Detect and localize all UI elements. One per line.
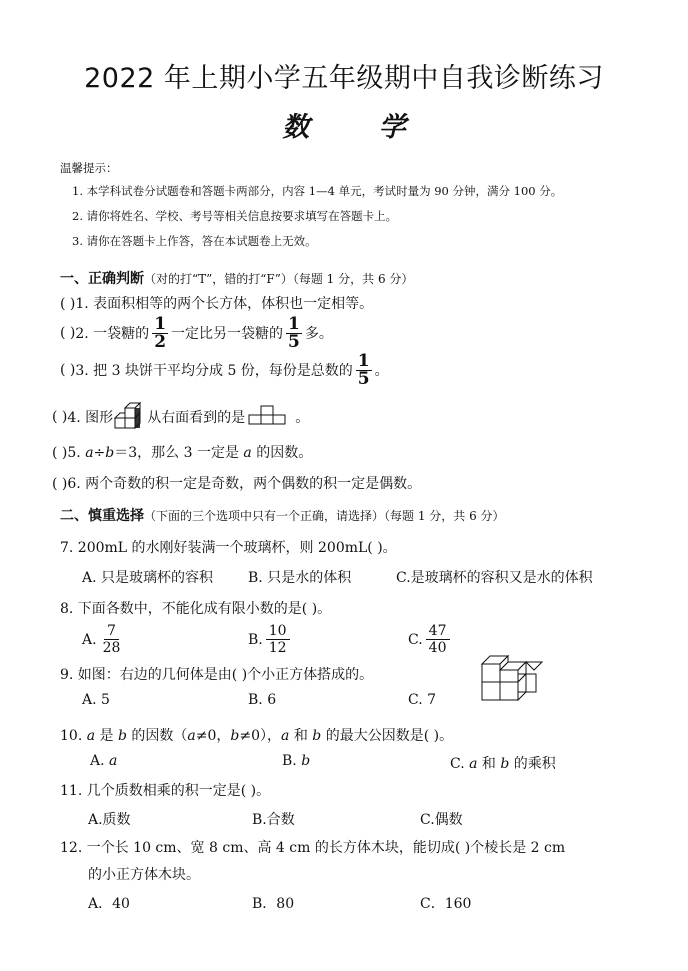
question-9: 9. 如图：右边的几何体是由( )个小正方体搭成的。 <box>60 667 374 683</box>
answer-paren[interactable]: ( ) <box>52 476 68 492</box>
option-a[interactable]: A. 5 <box>82 692 110 708</box>
option-c[interactable]: C.是玻璃杯的容积又是水的体积 <box>396 570 593 586</box>
fraction-denominator: 12 <box>268 640 287 656</box>
answer-paren[interactable]: ( ) <box>60 325 76 341</box>
fraction <box>100 623 124 656</box>
option-label: B. <box>282 753 302 769</box>
variable: a <box>85 445 94 461</box>
stacked-cubes-figure-icon <box>480 652 544 704</box>
question-6-text: 6. 两个奇数的积一定是奇数，两个偶数的积一定是偶数。 <box>67 476 422 492</box>
section1-title: 一、正确判断 <box>60 271 144 287</box>
option-c[interactable]: C. 7 <box>408 692 437 708</box>
section1-heading <box>60 268 413 288</box>
fraction-denominator: 5 <box>288 331 300 352</box>
option-b[interactable]: B. 只是水的体积 <box>248 570 352 586</box>
question-3 <box>60 352 389 388</box>
section2-title: 二、慎重选择 <box>60 508 144 524</box>
question-10-text: ≠0）， <box>239 728 282 744</box>
variable: b <box>312 728 322 744</box>
variable: a <box>469 756 478 772</box>
variable: b <box>230 728 240 744</box>
question-10-text: 是 <box>95 728 118 744</box>
question-1-text: 1. 表面积相等的两个长方体，体积也一定相等。 <box>75 296 374 312</box>
question-5 <box>52 442 312 462</box>
option-a[interactable] <box>82 623 126 656</box>
option-c[interactable] <box>408 623 453 656</box>
option-b[interactable] <box>248 623 293 656</box>
variable: a <box>109 753 118 769</box>
option-label: C. <box>450 756 470 772</box>
variable: b <box>117 728 127 744</box>
fraction-numerator: 1 <box>357 350 370 371</box>
variable: a <box>281 728 290 744</box>
answer-paren[interactable]: ( ) <box>60 296 76 312</box>
option-c[interactable] <box>450 753 556 773</box>
fraction <box>426 623 450 656</box>
question-1 <box>60 293 373 313</box>
option-b[interactable]: B. 6 <box>248 692 277 708</box>
fraction <box>266 623 290 656</box>
option-a[interactable]: A. 只是玻璃杯的容积 <box>82 570 214 586</box>
option-text: 和 <box>477 756 501 772</box>
question-6 <box>52 473 421 493</box>
fraction-denominator: 28 <box>102 640 121 656</box>
option-a[interactable]: A.质数 <box>88 812 131 828</box>
page-title: 2022 年上期小学五年级期中自我诊断练习 <box>84 63 604 94</box>
answer-paren[interactable]: ( ) <box>52 445 68 461</box>
answer-paren[interactable]: ( ) <box>52 409 68 425</box>
variable: a <box>86 728 96 744</box>
question-3-text: 3. 把 3 块饼干平均分成 5 份，每份是总数的 <box>75 363 353 379</box>
option-text: 的乘积 <box>509 756 556 772</box>
question-5-text: 的因数。 <box>251 445 313 461</box>
subject-title: 数 学 <box>282 112 436 143</box>
question-10-text: 的因数（ <box>126 728 188 744</box>
right-view-figure-icon <box>248 409 292 425</box>
option-b[interactable]: B.合数 <box>252 812 295 828</box>
question-10-text: 和 <box>289 728 313 744</box>
question-8: 8. 下面各数中，不能化成有限小数的是( )。 <box>60 601 332 617</box>
fraction <box>152 313 168 352</box>
variable: b <box>500 756 510 772</box>
variable: b <box>105 445 115 461</box>
question-11: 11. 几个质数相乘的积一定是( )。 <box>60 783 271 799</box>
variable: a <box>243 445 252 461</box>
question-10-text: 的最大公因数是( )。 <box>321 728 454 744</box>
question-12: 12. 一个长 10 cm、宽 8 cm、高 4 cm 的长方体木块，能切成( )个棱长是 2 cm <box>60 840 566 856</box>
option-label: A. <box>90 753 110 769</box>
option-label: A. <box>82 631 97 648</box>
fraction-numerator: 1 <box>154 313 167 334</box>
option-b[interactable] <box>282 753 310 769</box>
question-12-continued: 的小正方体木块。 <box>88 867 200 883</box>
question-10 <box>60 725 453 745</box>
fraction-numerator: 1 <box>288 313 300 334</box>
question-2-text: 2. 一袋糖的 <box>75 326 150 342</box>
question-2 <box>60 315 333 351</box>
question-5-text: 5. <box>67 445 86 461</box>
question-10-text: ≠0， <box>195 728 231 744</box>
option-c[interactable]: C．160 <box>420 896 472 912</box>
tip-item: 3. 请你在答题卡上作答，答在本试题卷上无效。 <box>72 234 317 248</box>
operator: ÷ <box>93 445 106 461</box>
variable: b <box>301 753 311 769</box>
fraction-denominator: 2 <box>154 331 167 352</box>
fraction-numerator: 10 <box>266 623 290 640</box>
fraction <box>356 350 372 389</box>
option-label: B. <box>248 631 263 648</box>
answer-paren[interactable]: ( ) <box>60 362 76 378</box>
question-2-text: 一定比另一袋糖的 <box>171 326 284 342</box>
tips-heading: 温馨提示： <box>60 161 118 175</box>
cube-figure-icon <box>113 402 147 432</box>
fraction-denominator: 40 <box>428 640 447 656</box>
option-label: C. <box>408 631 423 648</box>
question-4 <box>52 400 309 434</box>
question-4-text: 。 <box>295 410 310 426</box>
question-2-text: 多。 <box>304 326 333 342</box>
question-4-text: 4. 图形 <box>67 410 114 426</box>
option-a[interactable] <box>90 753 117 769</box>
section2-heading <box>60 505 505 525</box>
section1-note: （对的打“T”，错的打“F”）（每题 1 分，共 6 分） <box>144 272 414 286</box>
fraction-denominator: 5 <box>357 368 370 389</box>
variable: a <box>187 728 196 744</box>
tip-item: 2. 请你将姓名、学校、考号等相关信息按要求填写在答题卡上。 <box>72 209 398 223</box>
option-b[interactable]: B．80 <box>252 896 295 912</box>
question-number: 10. <box>60 728 87 744</box>
question-7: 7. 200mL 的水刚好装满一个玻璃杯，则 200mL( )。 <box>60 540 397 556</box>
tip-item: 1. 本学科试卷分试题卷和答题卡两部分，内容 1—4 单元，考试时量为 90 分钟，满分 100 分。 <box>72 184 563 198</box>
option-a[interactable]: A．40 <box>88 896 130 912</box>
option-c[interactable]: C.偶数 <box>420 812 463 828</box>
question-3-text: 。 <box>374 363 389 379</box>
section2-note: （下面的三个选项中只有一个正确，请选择）（每题 1 分，共 6 分） <box>144 509 505 523</box>
fraction <box>286 313 302 352</box>
question-4-text: 从右面看到的是 <box>147 410 246 426</box>
question-5-text: ＝3，那么 3 一定是 <box>114 445 244 461</box>
fraction-numerator: 7 <box>104 623 119 640</box>
fraction-numerator: 47 <box>426 623 450 640</box>
